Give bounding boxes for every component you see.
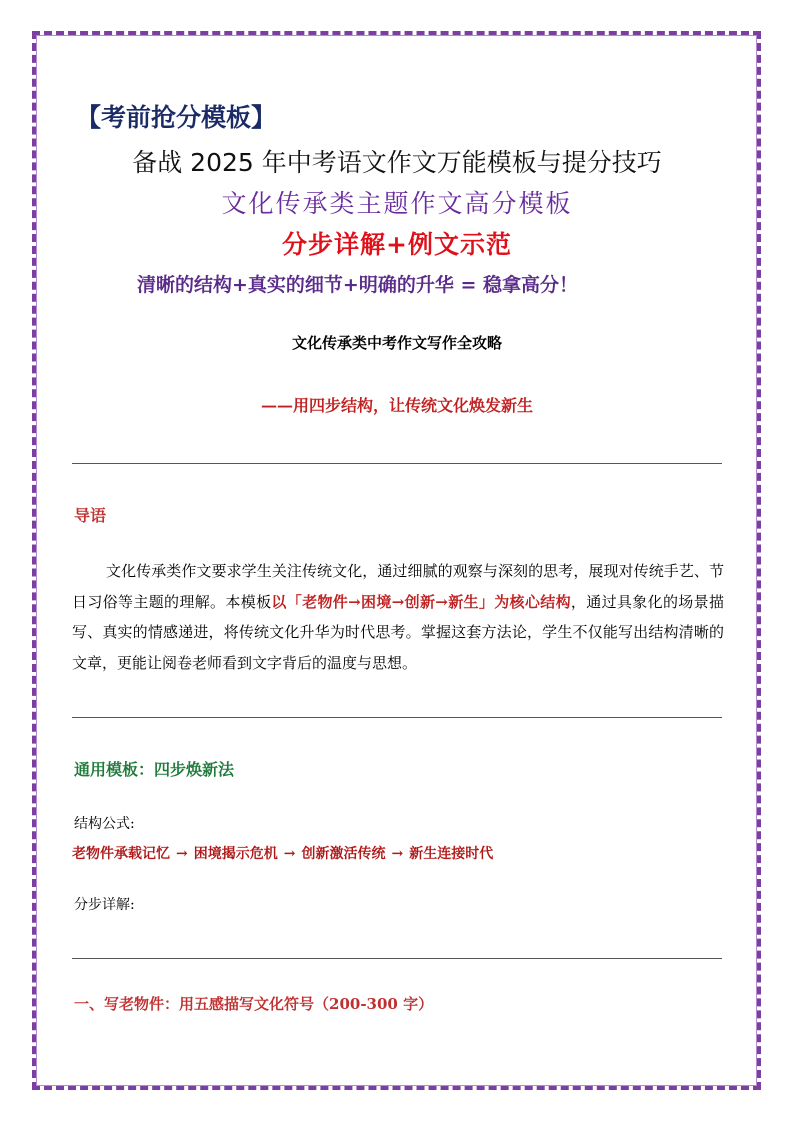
intro-text-1: 文化传承类作文要求学生关注传统文化，通过细腻的观察与深刻的思考，展现对传统手艺、节日习俗等主题的理解。本模板	[72, 562, 724, 611]
section-heading: 一、写老物件：用五感描写文化符号（200-300 字）	[74, 995, 434, 1013]
formula-step: 困境揭示危机	[193, 846, 278, 862]
formula-step: 创新激活传统	[301, 846, 386, 862]
arrow-icon: →	[176, 846, 188, 862]
intro-highlight: 以「老物件→困境→创新→新生」为核心结构	[271, 592, 571, 611]
structure-formula	[72, 843, 493, 863]
arrow-icon: →	[283, 846, 296, 862]
article-heading: 文化传承类中考作文写作全攻略	[291, 334, 502, 352]
formula-step: 老物件承载记忆	[72, 846, 170, 862]
slogan: 清晰的结构+真实的细节+明确的升华 = 稳拿高分！	[137, 274, 578, 296]
divider	[72, 958, 722, 959]
arrow-icon: →	[391, 846, 404, 862]
template-heading: 通用模板：四步焕新法	[74, 760, 235, 779]
main-title: 备战 2025 年中考语文作文万能模板与提分技巧	[132, 148, 662, 177]
article-subheading: ——用四步结构，让传统文化焕发新生	[260, 396, 533, 415]
detail-label: 分步详解:	[74, 897, 135, 913]
subtitle: 文化传承类主题作文高分模板	[221, 189, 573, 218]
formula-step: 新生连接时代	[409, 846, 494, 862]
intro-paragraph	[72, 556, 724, 678]
divider	[72, 463, 722, 464]
exam-tag: 【考前抢分模板】	[76, 103, 277, 132]
formula-label: 结构公式:	[74, 816, 135, 832]
divider	[72, 717, 722, 718]
intro-heading: 导语	[74, 506, 107, 525]
subtitle-steps: 分步详解+例文示范	[282, 230, 512, 259]
intro-text-2: ，通过具象化的场景描写、真实的情感递进，将传统文化升华为时代思考。掌握这套方法论，学生不仅能写出结构清晰的文章，更能让阅卷老师看到文字背后的温度与思想。	[72, 592, 724, 672]
